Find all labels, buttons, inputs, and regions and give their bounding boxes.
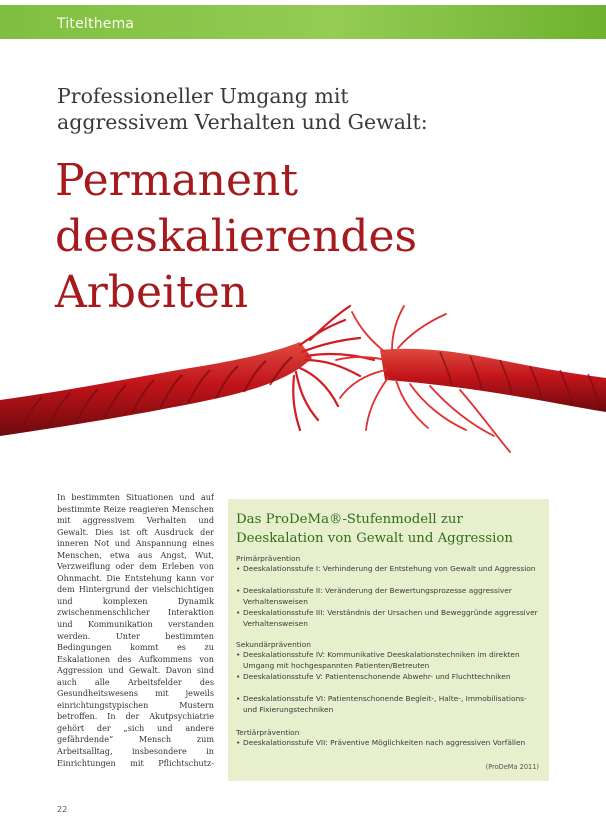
- headline-line-3: Arbeiten: [55, 267, 249, 318]
- article-body-text: In bestimmten Situationen und auf bestimmte Reize reagieren Menschen mit aggressivem Verhalten und Gewalt. Dies ist oft Ausdruck der inneren Not und Anspannung eines Menschen, etwa aus Angst, Wut, Verzweiflung oder dem Erleben von Ohnmacht. Die Entstehung kann vor dem Hintergrund der vielschichtigen und komplexen Dynamik zwischenmenschlicher Interaktion und Kommunikation verstanden werden. Unter bestimmten Bedingungen kommt es zu Eskalationen des Aufkommens von Aggression und Gewalt. Davon sind auch alle Arbeitsfelder des Gesundheitswesens mit jeweils einrichtungstypischen Mustern betroffen. In der Akutpsychiatrie gehört der „sich und andere gefährdende“ Mensch zum Arbeitsalltag, insbesondere in Einrichtungen mit Pflichtschutz-: [57, 492, 214, 768]
- info-box-title-line-2: Deeskalation von Gewalt und Aggression: [236, 531, 513, 546]
- source-citation: (ProDeMa 2011): [485, 763, 539, 771]
- section-heading-secondary: Sekundärprävention: [236, 640, 311, 649]
- article-kicker: [57, 83, 477, 135]
- list-item: • Deeskalationsstufe VI: Patientenschonende Begleit-, Halte-, Immobilisations- und Fixierungstechniken: [236, 694, 527, 714]
- info-box-title: [236, 510, 546, 548]
- info-box-title-line-1: Das ProDeMa®-Stufenmodell zur: [236, 512, 463, 527]
- page-number: 22: [57, 805, 68, 814]
- fraying-rope-image: [0, 280, 606, 495]
- section-heading-primary: Primärprävention: [236, 554, 301, 563]
- list-item: • Deeskalationsstufe II: Veränderung der Bewertungsprozesse aggressiver Verhaltensweisen: [236, 586, 512, 606]
- headline-line-1: Permanent: [55, 155, 299, 206]
- section-heading-tertiary: Tertiärprävention: [236, 728, 300, 737]
- prodema-info-box: [228, 499, 549, 781]
- list-item: • Deeskalationsstufe IV: Kommunikative Deeskalationstechniken im direkten Umgang mit hochgespannten Patienten/Betreuten: [236, 650, 520, 670]
- section-header-bar: [0, 5, 606, 39]
- list-item: • Deeskalationsstufe V: Patientenschonende Abwehr- und Fluchttechniken: [236, 672, 511, 681]
- section-label: Titelthema: [57, 16, 135, 32]
- list-item: • Deeskalationsstufe VII: Präventive Möglichkeiten nach aggressiven Vorfällen: [236, 738, 526, 747]
- list-item: • Deeskalationsstufe I: Verhinderung der Entstehung von Gewalt und Aggression: [236, 564, 536, 573]
- headline-line-2: deeskalierendes: [55, 211, 418, 262]
- kicker-line-2: aggressivem Verhalten und Gewalt:: [57, 110, 428, 134]
- list-item: • Deeskalationsstufe III: Verständnis der Ursachen und Beweggründe aggressiver Verhaltensweisen: [236, 608, 538, 628]
- kicker-line-1: Professioneller Umgang mit: [57, 84, 349, 108]
